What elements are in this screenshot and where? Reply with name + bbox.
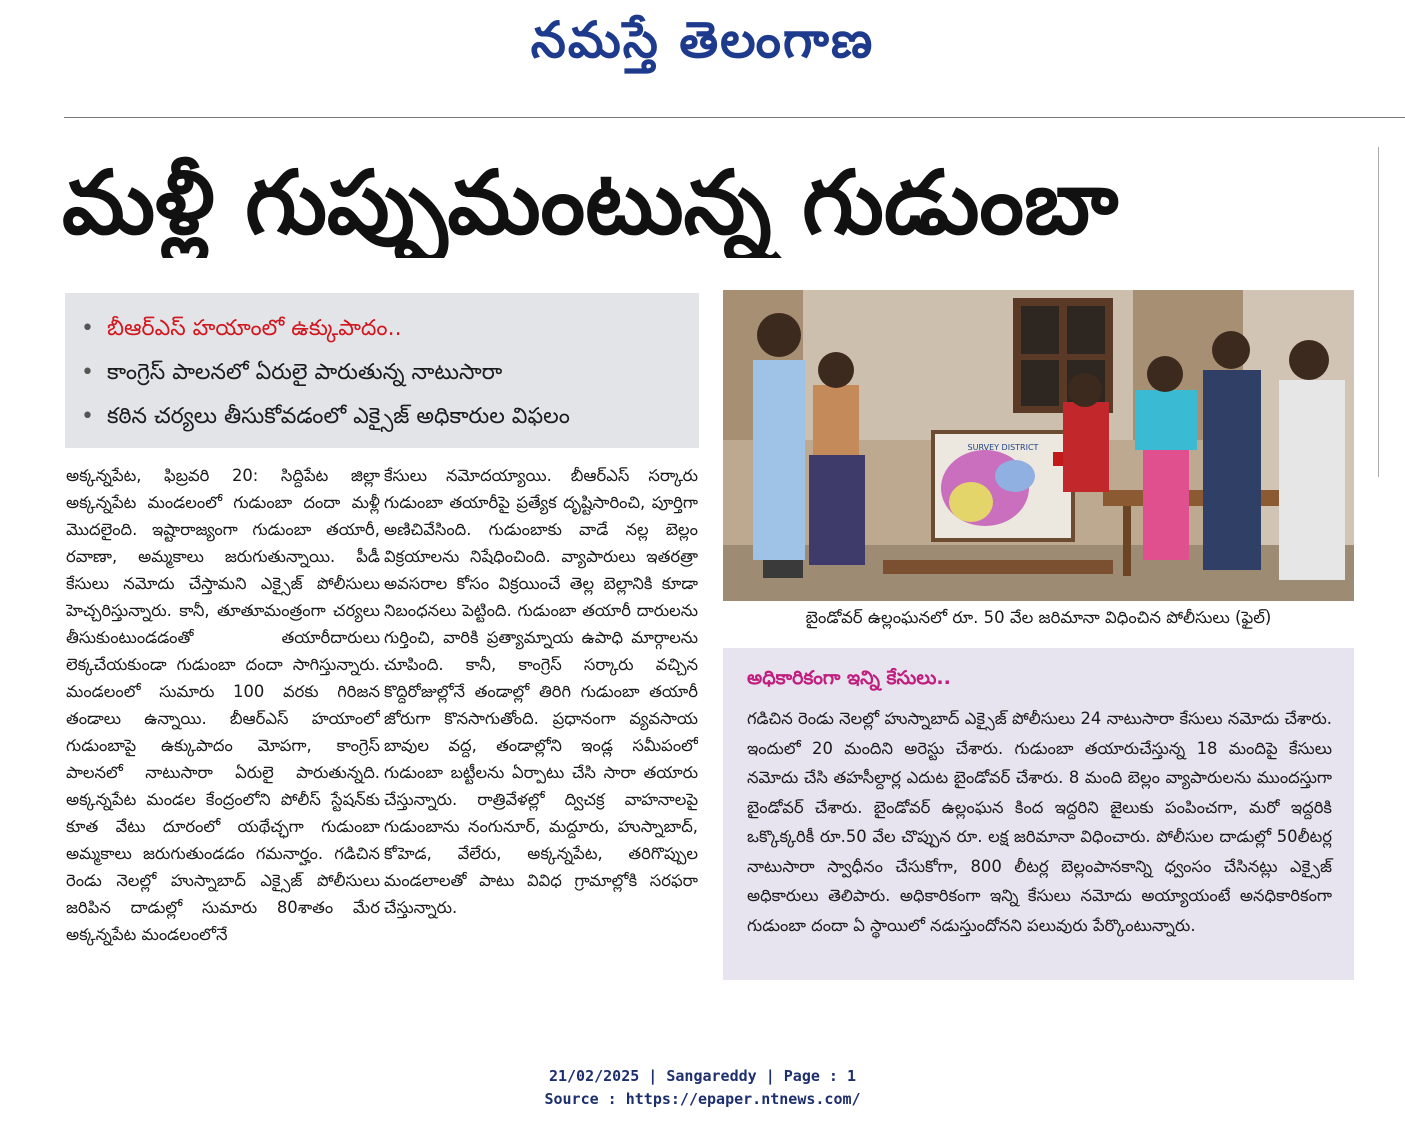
subhead-text: కఠిన చర్యలు తీసుకోవడంలో ఎక్సైజ్ అధికారుల విఫలం [107, 404, 570, 429]
subhead-item [81, 351, 687, 395]
article-column-2: కేసులు నమోదయ్యాయి. బీఆర్ఎస్ సర్కారు గుడుంబా తయారీపై ప్రత్యేక దృష్టిసారించి, పూర్తిగా అణిచివేసింది. గుడుంబాకు వాడే నల్ల బెల్లం విక్రయాలను నిషేధించింది. వ్యాపారులు ఇతరత్రా అవసరాల కోసం విక్రయించే తెల్ల బెల్లానికి కూడా నిబంధనలు పెట్టింది. గుడుంబా తయారీ దారులను గుర్తించి, వారికి ప్రత్యామ్నాయ ఉపాధి మార్గాలను చూపింది. కానీ, కాంగ్రెస్ సర్కారు వచ్చిన కొద్దిరోజుల్లోనే తండాల్లో తిరిగి గుడుంబా తయారీ జోరుగా కొనసాగుతోంది. ప్రధానంగా వ్యవసాయ బావుల వద్ద, తండాల్లోని ఇండ్ల సమీపంలో గుడుంబా బట్టీలను ఏర్పాటు చేసి సారా తయారు చేస్తున్నారు. రాత్రివేళల్లో ద్విచక్ర వాహనాలపై గుడుంబాను నంగునూర్, మద్దూరు, హుస్నాబాద్, కోహెడ, వేలేరు, అక్కన్నపేట, తరిగొప్పుల మండలాలతో పాటు వివిధ గ్రామాల్లోకి సరఫరా చేస్తున్నారు. [384, 466, 698, 917]
column-divider [1378, 147, 1379, 477]
info-box [723, 648, 1354, 980]
subhead-text: కాంగ్రెస్ పాలనలో ఏరులై పారుతున్న నాటుసారా [107, 360, 503, 385]
masthead-divider [64, 117, 1405, 118]
news-photo [723, 290, 1354, 601]
subhead-item [81, 395, 687, 439]
news-photo-illustration [723, 290, 1354, 601]
footer-date-edition: 21/02/2025 | Sangareddy | Page : 1 [548, 1067, 857, 1085]
bullet-icon: • [81, 404, 94, 429]
footer-source: Source : https://epaper.ntnews.com/ [544, 1090, 861, 1108]
photo-caption: బైండోవర్ ఉల్లంఘనలో రూ. 50 వేల జరిమానా విధించిన పోలీసులు (ఫైల్) [805, 608, 1272, 627]
subheads-box [65, 293, 699, 448]
subhead-item [81, 307, 687, 351]
bullet-icon: • [81, 360, 94, 385]
info-box-title: అధికారికంగా ఇన్ని కేసులు.. [747, 667, 951, 689]
article-column-1: అక్కన్నపేట, ఫిబ్రవరి 20: సిద్దిపేట జిల్లా అక్కన్నపేట మండలంలో గుడుంబా దందా మళ్లీ మొదలైంది. ఇష్టారాజ్యంగా గుడుంబా తయారీ, రవాణా, అమ్మకాలు జరుగుతున్నాయి. పీడీ కేసులు నమోదు చేస్తామని ఎక్సైజ్ పోలీసులు హెచ్చరిస్తున్నారు. కానీ, తూతూమంత్రంగా చర్యలు తీసుకుంటుండడంతో తయారీదారులు లెక్కచేయకుండా గుడుంబా దందా సాగిస్తున్నారు. మండలంలో సుమారు 100 వరకు గిరిజన తండాలు ఉన్నాయి. బీఆర్ఎస్ హయాంలో గుడుంబాపై ఉక్కుపాదం మోపగా, కాంగ్రెస్ పాలనలో నాటుసారా ఏరులై పారుతున్నది. అక్కన్నపేట మండల కేంద్రంలోని పోలీస్ స్టేషన్‌కు కూత వేటు దూరంలో యథేచ్ఛగా గుడుంబా అమ్మకాలు జరుగుతుండడం గమనార్హం. గడిచిన రెండు నెలల్లో హుస్నాబాద్ ఎక్సైజ్ పోలీసులు జరిపిన దాడుల్లో సుమారు 80శాతం మేర అక్కన్నపేట మండలంలోనే [66, 466, 380, 944]
bullet-icon: • [81, 316, 94, 341]
article-headline: మళ్లీ గుప్పుమంటున్న గుడుంబా [62, 151, 1119, 254]
photo-sign-text: SURVEY DISTRICT [967, 443, 1039, 452]
masthead-logo: నమస్తే తెలంగాణ [530, 10, 875, 69]
subhead-text: బీఆర్ఎస్ హయాంలో ఉక్కుపాదం.. [107, 316, 402, 341]
info-box-text: గడిచిన రెండు నెలల్లో హుస్నాబాద్ ఎక్సైజ్ పోలీసులు 24 నాటుసారా కేసులు నమోదు చేశారు. ఇందులో 20 మందిని అరెస్టు చేశారు. గుడుంబా తయారుచేస్తున్న 18 మందిపై కేసులు నమోదు చేసి తహసీల్దార్ల ఎదుట బైండోవర్ చేశారు. 8 మంది బెల్లం వ్యాపారులను ముందస్తుగా బైండోవర్ చేశారు. బైండోవర్ ఉల్లంఘన కింద ఇద్దరిని జైలుకు పంపించగా, మరో ఇద్దరికి ఒక్కొక్కరికీ రూ.50 వేల చొప్పున రూ. లక్ష జరిమానా విధించారు. పోలీసుల దాడుల్లో 50లీటర్ల నాటుసారా స్వాధీనం చేసుకోగా, 800 లీటర్ల బెల్లంపానకాన్ని ధ్వంసం చేసినట్లు ఎక్సైజ్ అధికారులు తెలిపారు. అధికారికంగా ఇన్ని కేసులు నమోదు అయ్యాయంటే అనధికారికంగా గుడుంబా దందా ఏ స్థాయిలో నడుస్తుందోనని పలువురు పేర్కొంటున్నారు. [747, 709, 1332, 935]
